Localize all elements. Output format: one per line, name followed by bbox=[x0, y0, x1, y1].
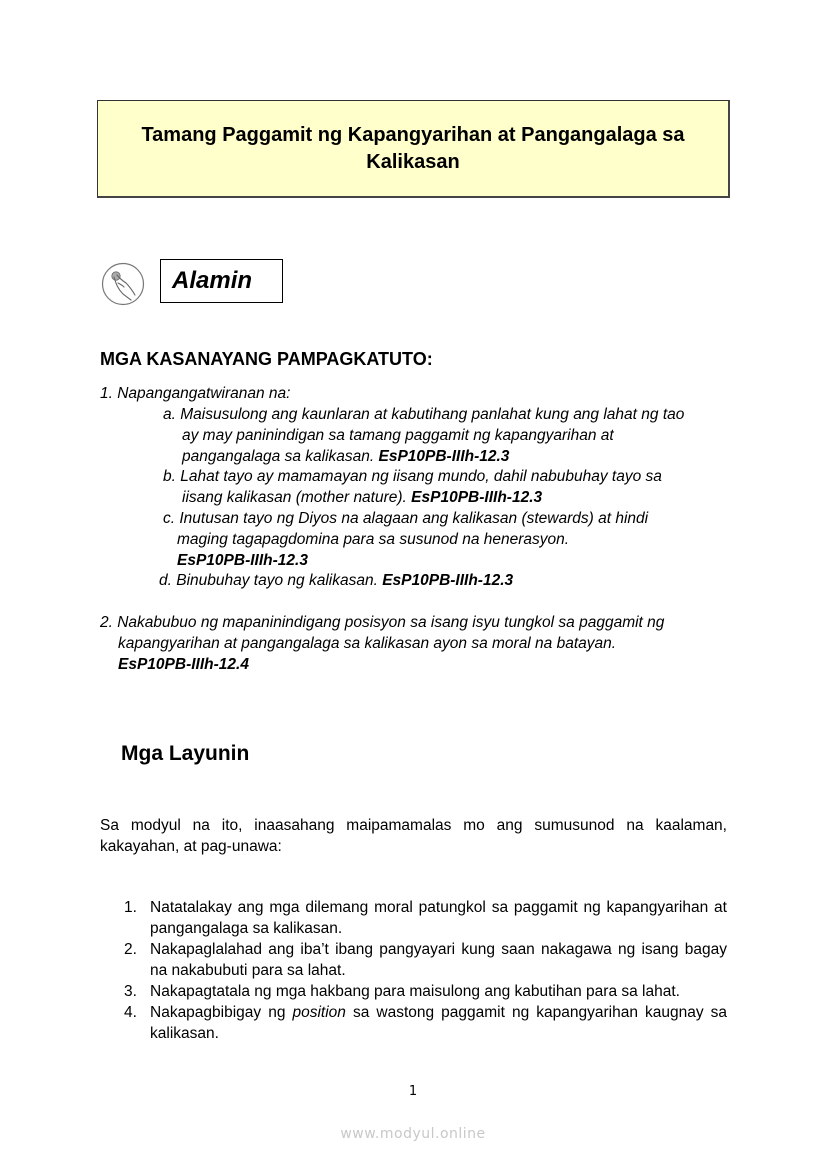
objective-item: 3. Nakapagtatala ng mga hakbang para maisulong ang kabutihan para sa lahat. bbox=[124, 983, 680, 1000]
competency-line: ay may paninindigan sa tamang paggamit ng kapangyarihan at bbox=[182, 427, 614, 444]
section-label: Alamin bbox=[172, 267, 253, 294]
competency-line: c. Inutusan tayo ng Diyos na alagaan ang kalikasan (stewards) at hindi bbox=[163, 510, 649, 527]
objective-item: 1. Natatalakay ang mga dilemang moral patungkol sa paggamit ng kapangyarihan at pangangalaga sa kalikasan. bbox=[124, 899, 727, 937]
section-label-box bbox=[160, 259, 283, 303]
title-box bbox=[97, 100, 730, 198]
objectives-list bbox=[100, 897, 727, 1044]
competency-line: a. Maisusulong ang kaunlaran at kabutihang panlahat kung ang lahat ng tao bbox=[163, 406, 685, 423]
competency-line: d. Binubuhay tayo ng kalikasan. EsP10PB-IIIh-12.3 bbox=[159, 572, 514, 589]
competency-line: b. Lahat tayo ay mamamayan ng iisang mundo, dahil nabubuhay tayo sa bbox=[163, 468, 662, 485]
competencies-heading: MGA KASANAYANG PAMPAGKATUTO: bbox=[100, 349, 433, 369]
competency-code: EsP10PB-IIIh-12.3 bbox=[382, 572, 514, 589]
competency-code: EsP10PB-IIIh-12.4 bbox=[118, 656, 249, 673]
competency-code: EsP10PB-IIIh-12.3 bbox=[411, 489, 543, 506]
objectives-heading: Mga Layunin bbox=[121, 742, 250, 765]
competency-1-lead: 1. Napangangatwiranan na: bbox=[100, 385, 291, 402]
module-title: Tamang Paggamit ng Kapangyarihan at Pangangalaga sa Kalikasan bbox=[141, 123, 685, 173]
competency-code: EsP10PB-IIIh-12.3 bbox=[378, 448, 510, 465]
competency-code: EsP10PB-IIIh-12.3 bbox=[177, 552, 308, 569]
watermark: www.modyul.online bbox=[340, 1126, 486, 1142]
competency-line: 2. Nakabubuo ng mapaninindigang posisyon sa isang isyu tungkol sa paggamit ng bbox=[100, 614, 665, 631]
objective-item: 2. Nakapaglalahad ang iba’t ibang pangyayari kung saan nakagawa ng isang bagay na nakabubuti para sa lahat. bbox=[124, 941, 727, 979]
competency-line: iisang kalikasan (mother nature). EsP10PB-IIIh-12.3 bbox=[182, 489, 543, 506]
objectives-intro: Sa modyul na ito, inaasahang maipamamalas mo ang sumusunod na kaalaman, kakayahan, at pag-unawa: bbox=[100, 817, 727, 855]
page-number: 1 bbox=[408, 1084, 418, 1099]
objective-item: 4. Nakapagbibigay ng position sa wastong paggamit ng kapangyarihan kaugnay sa kalikasan. bbox=[124, 1004, 727, 1042]
hand-pointing-icon bbox=[101, 262, 145, 306]
competency-line: pangangalaga sa kalikasan. EsP10PB-IIIh-12.3 bbox=[182, 448, 510, 465]
competency-line: maging tagapagdomina para sa susunod na henerasyon. bbox=[177, 531, 570, 548]
competency-line: kapangyarihan at pangangalaga sa kalikasan ayon sa moral na batayan. bbox=[118, 635, 617, 652]
